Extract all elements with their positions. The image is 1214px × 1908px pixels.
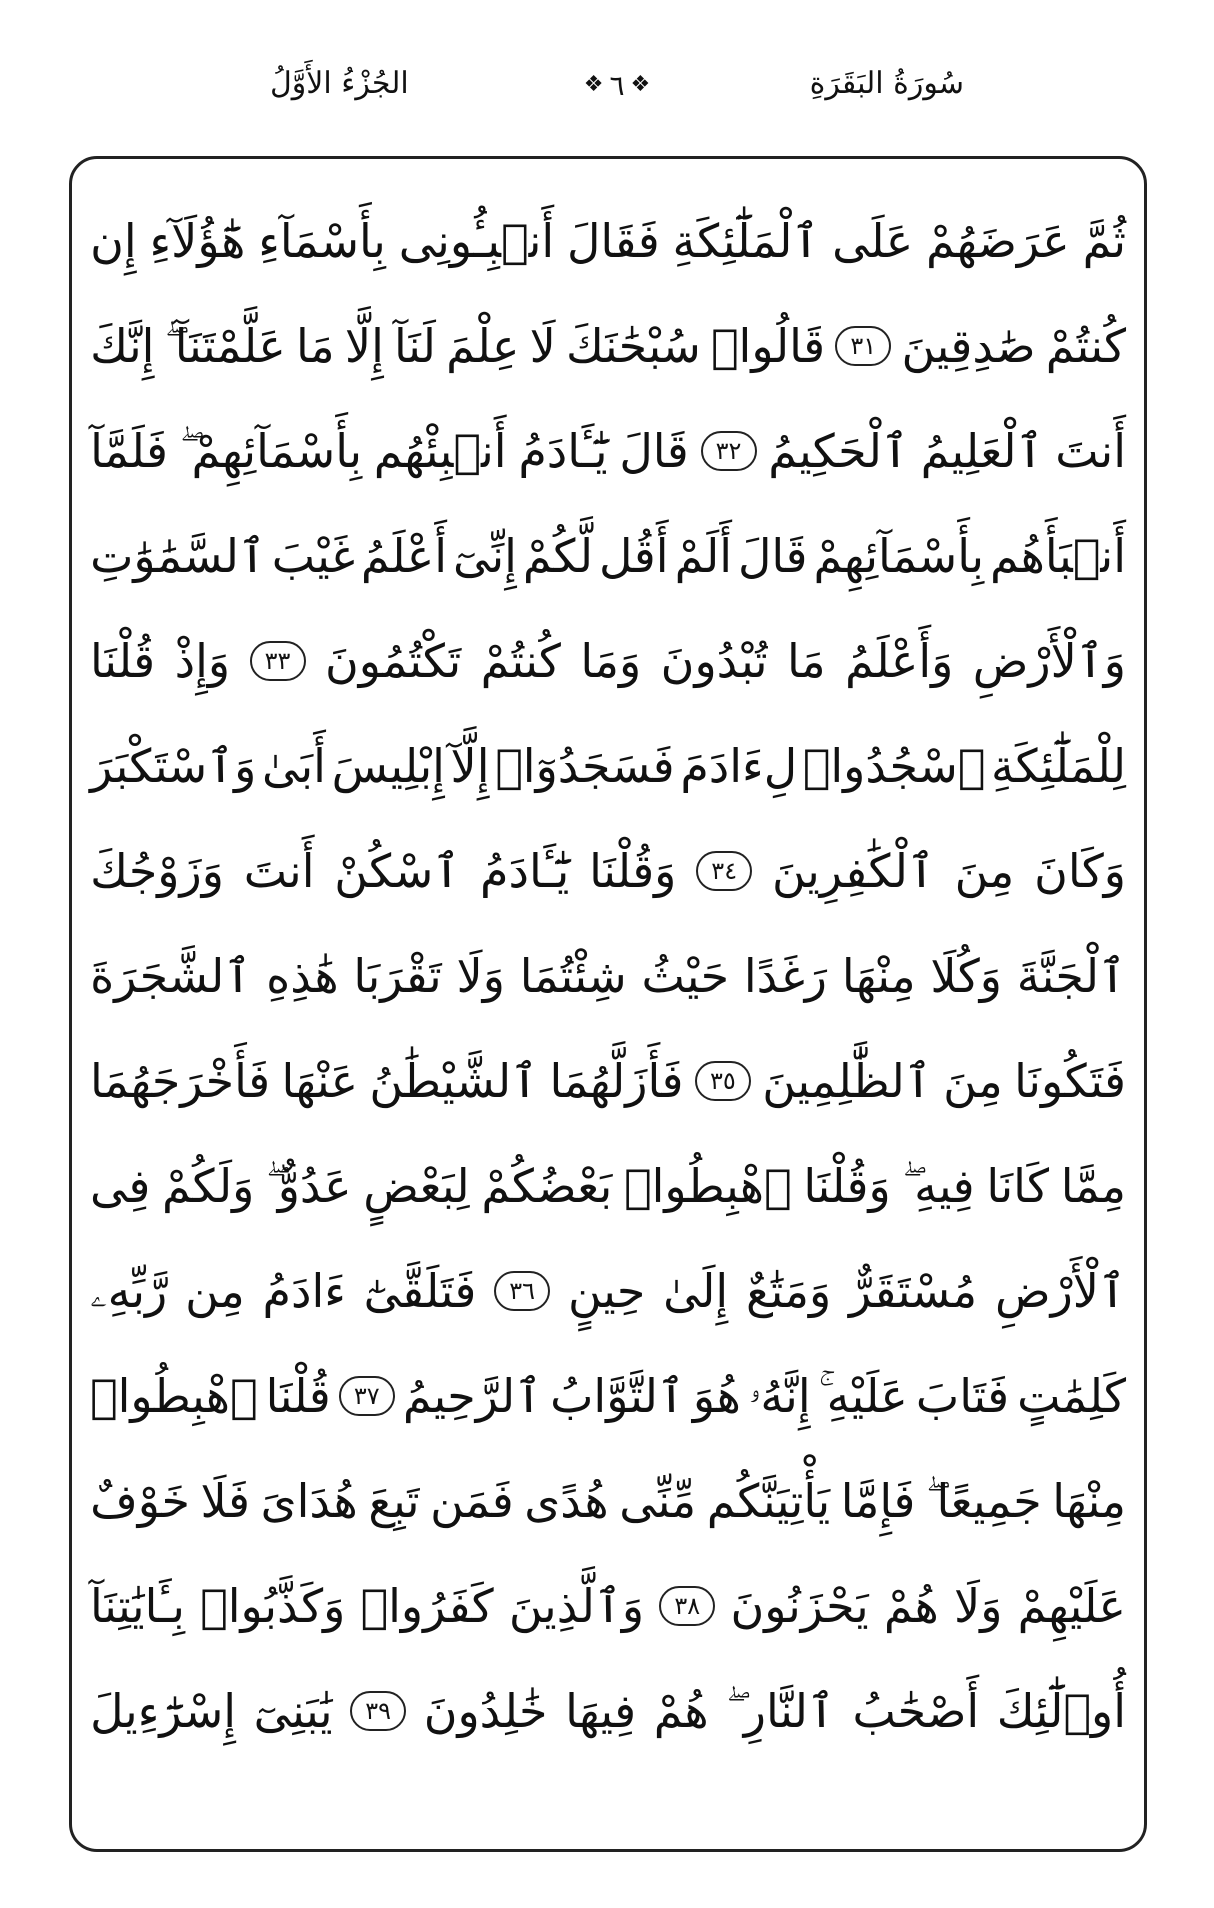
word: ٱلشَّجَرَةَ [90,948,252,1003]
word: وَمَتَٰعٌ [745,1263,832,1318]
word: ٱلْكَٰفِرِينَ [771,843,935,898]
word: إِلَىٰ [663,1263,729,1318]
text-line [90,923,1126,1028]
word: أَعْلَمُ [360,528,447,583]
juz-title: الجُزْءُ الأَوَّلُ [270,66,409,101]
word: عَدُوٌّ [277,1158,352,1213]
word: ٱهْبِطُوا۟ [90,1368,258,1423]
text-line [90,293,1126,398]
ornament-icon: ❖ [583,72,604,97]
word: رَغَدًا [743,948,828,1003]
word: فَتَلَقَّىٰٓ [363,1263,477,1318]
text-line [90,818,1126,923]
word: شِئْتُمَا [519,948,627,1003]
word: كَانَا [986,1158,1050,1213]
word: فَتَابَ [915,1368,1010,1423]
word: فَأَزَلَّهُمَا [549,1053,684,1108]
word: مَا [786,633,826,688]
word: أَقُل [598,528,669,583]
word: مِمَّا [1060,1158,1126,1213]
text-line [90,503,1126,608]
word: وَمَا [580,633,642,688]
word: لَا [529,318,556,373]
word: عَلَيْهِ [826,1368,908,1423]
word: أَلَمْ [674,528,732,583]
word: قَالُوا۟ [710,318,826,373]
word: عَلَيْهِمْ [1017,1578,1126,1633]
word: ٱلْجَنَّةَ [1016,948,1126,1003]
word: وَلَا [456,948,505,1003]
word: كُنتُمْ [480,633,561,688]
word: بَعْضُكُمْ [481,1158,613,1213]
word: مِنْهَا [841,948,916,1003]
word: بِأَسْمَآئِهِمْ [813,528,985,583]
word: هُدَاىَ [260,1473,358,1528]
word: ٱلسَّمَٰوَٰتِ [90,528,266,583]
word: إِنَّهُۥ [748,1368,811,1423]
word: إِنَّكَ [90,318,155,373]
word: مَا [296,318,335,373]
word: ثُمَّ [1082,213,1126,268]
word: هَٰٓؤُلَآءِ [149,213,246,268]
word: ٱلتَّوَّابُ [550,1368,685,1423]
word: عَلَى [832,213,914,268]
page-number-badge [578,62,656,108]
word: وَكُلَا [930,948,1002,1003]
word: كُنتُمْ [1045,318,1126,373]
word: وَقُلْنَا [589,843,677,898]
word: تَبِعَ [368,1473,420,1528]
word: مِّنِّى [619,1473,697,1528]
text-line [90,188,1126,293]
page-header [0,58,1214,118]
word: فَمَن [430,1473,514,1528]
word: هَٰذِهِ [266,948,339,1003]
word: وَكَذَّبُوا۟ [200,1578,346,1633]
word: ٱلشَّيْطَٰنُ [369,1053,539,1108]
text-line [90,1658,1126,1763]
word: أَنتَ [1055,423,1126,478]
quran-text-block [90,188,1126,1763]
word: هُمْ [883,1578,939,1633]
word: يَٰٓـَٔادَمُ [518,423,608,478]
word: عَنْهَا [281,1053,359,1108]
ayah-number-marker: ٣٦ [494,1271,550,1311]
word: خَٰلِدُونَ [423,1683,548,1738]
word: قَالَ [738,528,808,583]
word: ٱهْبِطُوا۟ [623,1158,792,1213]
text-line [90,1343,1126,1448]
text-line [90,1448,1126,1553]
word: هُوَ [692,1368,741,1423]
word: فَسَجَدُوٓا۟ [495,738,675,793]
word: ٱلْحَكِيمُ [768,423,909,478]
text-line [90,398,1126,503]
word: لَّكُمْ [522,528,593,583]
word: فِيهَا [565,1683,637,1738]
word: ٱسْكُنْ [334,843,461,898]
word: إِن [90,213,137,268]
word: قُلْنَا [265,1368,331,1423]
ayah-number-marker: ٣٤ [696,851,752,891]
word: وَكَانَ [1034,843,1126,898]
word: ٱلْمَلَٰٓئِكَةِ [672,213,820,268]
word: فَأَخْرَجَهُمَا [90,1053,271,1108]
word: فَلَا [200,1473,250,1528]
word: أَنۢبَأَهُم [990,528,1126,583]
surah-title: سُورَةُ البَقَرَةِ [809,66,964,101]
page-number: ٦ [609,68,625,102]
word: قُلْنَا [90,633,156,688]
word: أُو۟لَٰٓئِكَ [996,1683,1126,1738]
word: فَإِمَّا [840,1473,916,1528]
word: ٱلنَّارِ [743,1683,835,1738]
word: وَٱسْتَكْبَرَ [90,738,257,793]
word: أَبَىٰ [261,738,326,793]
word: كَلِمَٰتٍ [1017,1368,1126,1423]
word: لِلْمَلَٰٓئِكَةِ [990,738,1126,793]
word: كَفَرُوا۟ [360,1578,494,1633]
word: هُدًى [524,1473,609,1528]
ayah-number-marker: ٣٨ [659,1586,715,1626]
word: خَوْفٌ [90,1473,190,1528]
word: تَكْتُمُونَ [324,633,462,688]
word: يَٰبَنِىٓ [253,1683,333,1738]
ornament-icon: ❖ [630,72,651,97]
word: أَنۢبِـُٔونِى [398,213,555,268]
word: عَلَّمْتَنَآ [174,318,286,373]
word: وَٱلْأَرْضِ [972,633,1126,688]
word: ٱلْعَلِيمُ [920,423,1044,478]
word: تُبْدُونَ [660,633,768,688]
word: وَإِذْ [174,633,231,688]
word: ٱلظَّٰلِمِينَ [762,1053,932,1108]
word: فَقَالَ [567,213,660,268]
word: وَٱلَّذِينَ [508,1578,645,1633]
word: تَقْرَبَا [353,948,442,1003]
word: جَمِيعًا [936,1473,1042,1528]
word: مِن [185,1263,245,1318]
text-line [90,713,1126,818]
word: هُمْ [653,1683,709,1738]
word: وَزَوْجُكَ [90,843,224,898]
word: وَلَكُمْ [162,1158,255,1213]
word: ٱلْأَرْضِ [994,1263,1126,1318]
word: فَتَكُونَا [1014,1053,1126,1108]
word: وَقُلْنَا [803,1158,891,1213]
text-line [90,1133,1126,1238]
word: مِنَ [954,843,1015,898]
word: بِأَسْمَآءِ [258,213,386,268]
word: وَأَعْلَمُ [845,633,954,688]
text-line [90,608,1126,713]
word: يَٰٓـَٔادَمُ [480,843,570,898]
word: حِينٍ [567,1263,646,1318]
ayah-number-marker: ٣١ [835,326,891,366]
ayah-number-marker: ٣٩ [350,1691,406,1731]
word: فِيهِ [914,1158,975,1213]
ayah-number-marker: ٣٥ [695,1061,751,1101]
word: لِءَادَمَ [680,738,798,793]
word: مُسْتَقَرٌّ [848,1263,978,1318]
word: إِلَّا [344,318,384,373]
word: سُبْحَٰنَكَ [566,318,701,373]
word: ءَادَمُ [262,1263,346,1318]
word: لَنَآ [394,318,436,373]
word: قَالَ [619,423,689,478]
word: يَأْتِيَنَّكُم [706,1473,831,1528]
word: يَحْزَنُونَ [730,1578,869,1633]
text-line [90,1238,1126,1343]
word: مِنَ [943,1053,1003,1108]
word: ٱلرَّحِيمُ [402,1368,543,1423]
word: غَيْبَ [271,528,355,583]
word: عَرَضَهُمْ [926,213,1070,268]
ayah-number-marker: ٣٣ [250,641,306,681]
word: وَلَا [953,1578,1003,1633]
word: بِـَٔايَٰتِنَآ [90,1578,185,1633]
word: أَنۢبِئْهُم [373,423,507,478]
word: رَّبِّهِۦ [90,1263,168,1318]
word: فِى [90,1158,151,1213]
word: مِنْهَا [1052,1473,1126,1528]
word: إِنِّىٓ [452,528,517,583]
word: حَيْثُ [641,948,730,1003]
word: إِسْرَٰٓءِيلَ [90,1683,237,1738]
word: ٱسْجُدُوا۟ [802,738,986,793]
text-line [90,1553,1126,1658]
word: أَنتَ [243,843,315,898]
text-line [90,1028,1126,1133]
word: فَلَمَّآ [90,423,168,478]
ayah-number-marker: ٣٧ [339,1376,395,1416]
word: أَصْحَٰبُ [852,1683,980,1738]
word: إِبْلِيسَ [331,738,445,793]
word: صَٰدِقِينَ [901,318,1036,373]
word: لِبَعْضٍ [363,1158,470,1213]
word: بِأَسْمَآئِهِمْ [191,423,363,478]
ayah-number-marker: ٣٢ [701,431,757,471]
word: عِلْمَ [446,318,520,373]
word: إِلَّآ [450,738,490,793]
